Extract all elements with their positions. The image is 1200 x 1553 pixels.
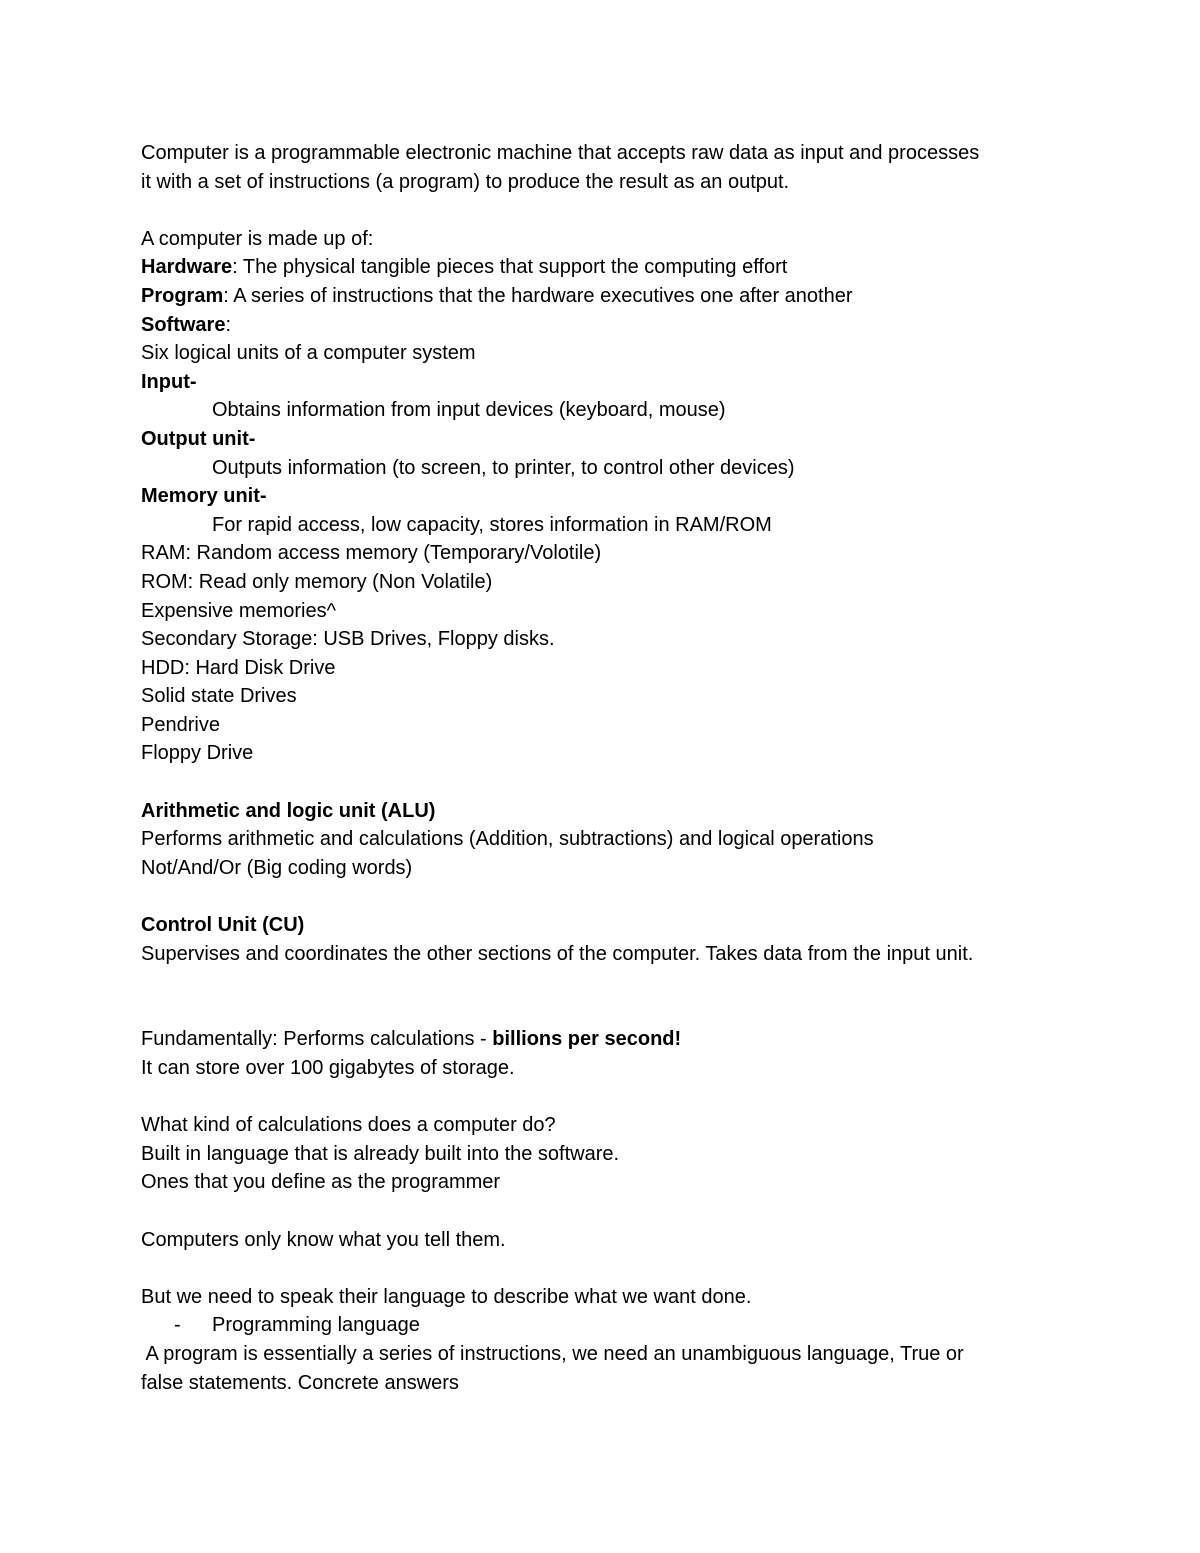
spacer — [141, 968, 1081, 1025]
intro-line-2: it with a set of instructions (a program) to produce the result as an output. — [141, 170, 790, 193]
memory-note: Floppy Drive — [141, 742, 254, 765]
cu-heading-label: Control Unit (CU) — [141, 914, 305, 937]
software-definition — [141, 311, 1081, 340]
memory-description: For rapid access, low capacity, stores information in RAM/ROM — [212, 513, 772, 536]
cu-line-1: Supervises and coordinates the other sections of the computer. Takes data from the input unit. — [141, 942, 974, 965]
spacer — [141, 1254, 1081, 1283]
memory-note: Pendrive — [141, 713, 220, 736]
made-up-heading: A computer is made up of: — [141, 227, 374, 250]
memory-term — [141, 482, 1081, 511]
spacer — [141, 768, 1081, 797]
fundamentals-line-1 — [141, 1025, 1081, 1054]
output-description: Outputs information (to screen, to printer, to control other devices) — [212, 456, 795, 479]
hardware-term: Hardware — [141, 256, 233, 279]
program-term: Program — [141, 284, 224, 307]
fundamentals-prefix: Fundamentally: Performs calculations - — [141, 1028, 493, 1051]
program-text: : A series of instructions that the hardware executives one after another — [223, 284, 853, 307]
input-term — [141, 368, 1081, 397]
program-paragraph-line-1: A program is essentially a series of instructions, we need an unambiguous language, True or — [141, 1342, 964, 1365]
tell-line: Computers only know what you tell them. — [141, 1228, 506, 1251]
document-body — [141, 139, 1081, 1397]
software-text: : — [225, 313, 232, 336]
memory-note: Solid state Drives — [141, 685, 297, 708]
spacer — [141, 1197, 1081, 1226]
calculations-line-2: Ones that you define as the programmer — [141, 1171, 501, 1194]
spacer — [141, 882, 1081, 911]
software-term: Software — [141, 313, 226, 336]
intro-line-1: Computer is a programmable electronic machine that accepts raw data as input and processes — [141, 142, 980, 164]
output-term — [141, 425, 1081, 454]
language-line: But we need to speak their language to describe what we want done. — [141, 1285, 752, 1308]
input-description: Obtains information from input devices (keyboard, mouse) — [212, 399, 726, 422]
program-paragraph-line-2: false statements. Concrete answers — [141, 1371, 459, 1394]
output-term-label: Output unit- — [141, 427, 256, 450]
memory-note: RAM: Random access memory (Temporary/Volotile) — [141, 542, 602, 565]
alu-heading — [141, 797, 1081, 826]
cu-heading — [141, 911, 1081, 940]
hardware-definition — [141, 253, 1081, 282]
units-heading: Six logical units of a computer system — [141, 342, 476, 365]
calculations-line-1: Built in language that is already built into the software. — [141, 1142, 620, 1165]
calculations-question: What kind of calculations does a computer do? — [141, 1114, 556, 1137]
memory-note: HDD: Hard Disk Drive — [141, 656, 336, 679]
bullet-text: Programming language — [212, 1314, 420, 1337]
memory-note: Expensive memories^ — [141, 599, 337, 622]
fundamentals-line-2: It can store over 100 gigabytes of storage. — [141, 1057, 515, 1079]
memory-note: Secondary Storage: USB Drives, Floppy disks. — [141, 628, 555, 651]
memory-note: ROM: Read only memory (Non Volatile) — [141, 570, 493, 593]
input-term-label: Input- — [141, 370, 197, 393]
hardware-text: : The physical tangible pieces that support the computing effort — [232, 256, 788, 279]
memory-term-label: Memory unit- — [141, 485, 267, 508]
bullet-dash: - — [174, 1314, 181, 1337]
spacer — [141, 1083, 1081, 1112]
alu-line-2: Not/And/Or (Big coding words) — [141, 856, 413, 879]
alu-heading-label: Arithmetic and logic unit (ALU) — [141, 799, 436, 822]
program-definition — [141, 282, 1081, 311]
bullet-item — [141, 1311, 1081, 1340]
fundamentals-emphasis: billions per second! — [492, 1028, 682, 1051]
spacer — [141, 196, 1081, 225]
alu-line-1: Performs arithmetic and calculations (Addition, subtractions) and logical operations — [141, 828, 874, 851]
